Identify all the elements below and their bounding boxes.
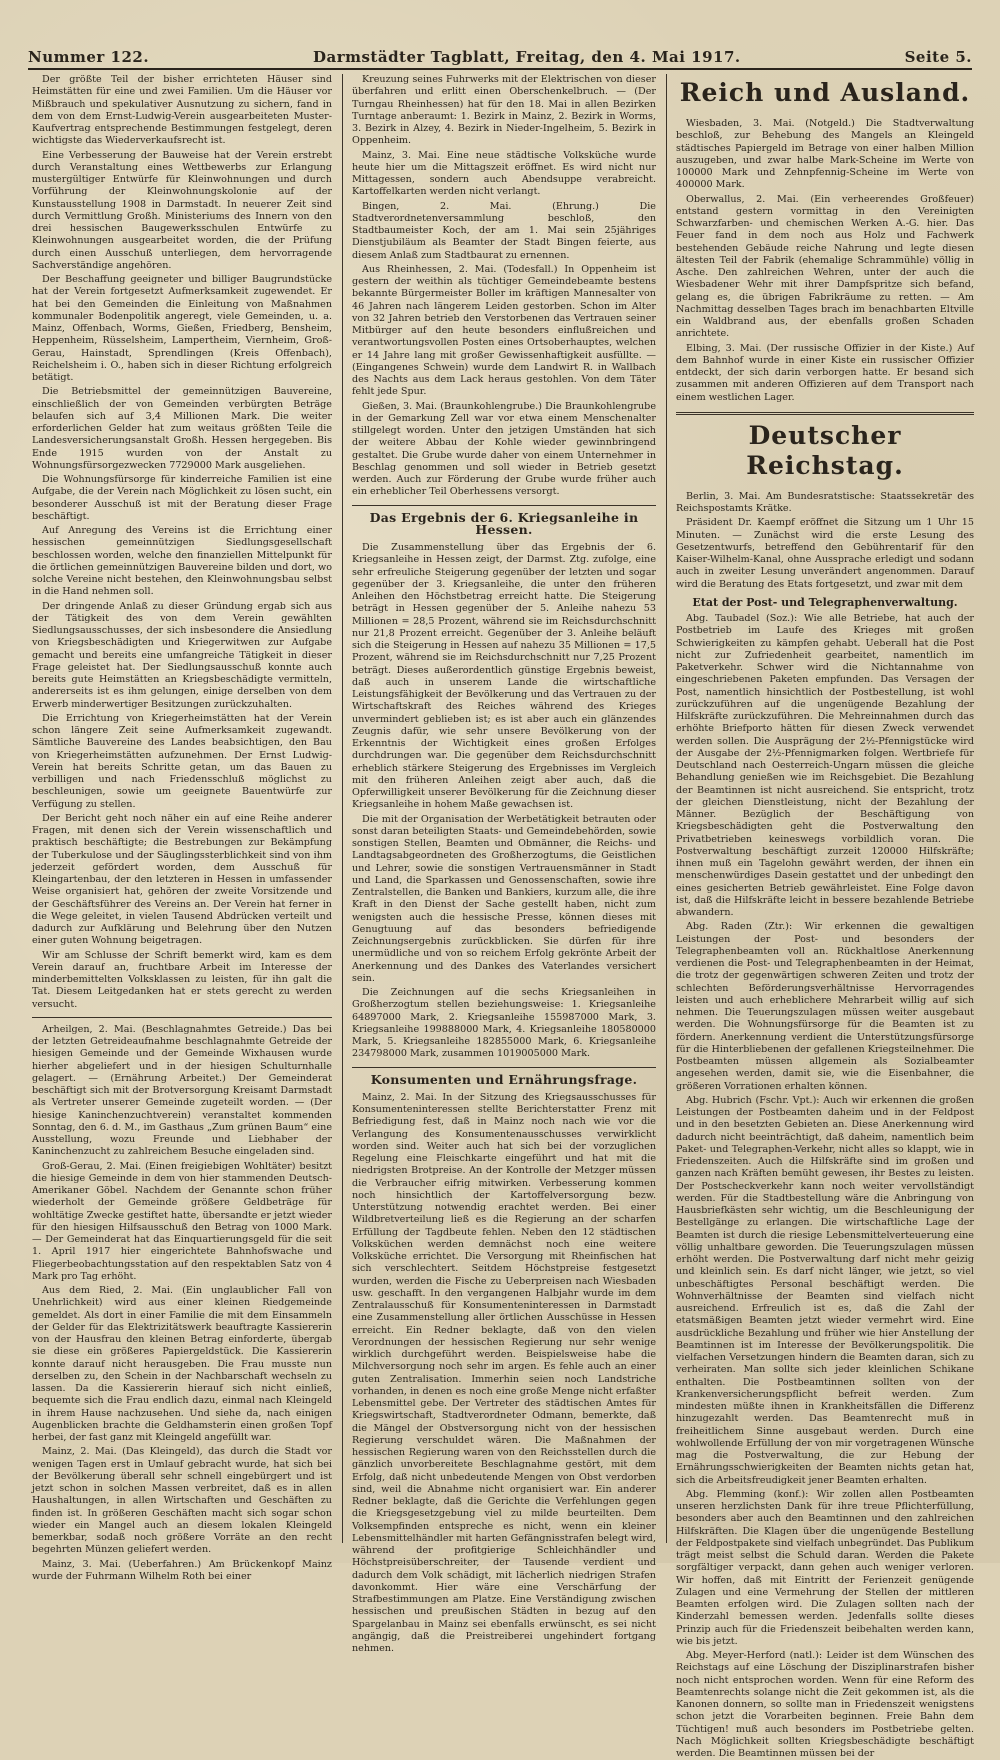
paragraph: Der Bericht geht noch näher ein auf eine Reihe anderer Fragen, mit denen sich der Verein wissenschaftlich und praktisch beschäftigte; die Bestrebungen zur Bekämpfung der Tuberkulose und der Säuglingssterblichkeit sind von ihm jederzeit gefördert worden, dem Ausschuß für Kleingartenbau, der den letzteren in Hessen in umfassender Weise organisiert hat, gehören der zweite Vorsitzende und der Geschäftsführer des Vereins an. Der Verein hat ferner in die Wege geleitet, in vielen Tausend Abdrücken verteilt und dadurch zur Aufklärung und Belehrung über den Nutzen einer guten Wohnung beigetragen. <box>32 812 332 947</box>
column-right <box>676 74 974 1759</box>
paragraph: Abg. Flemming (konf.): Wir zollen allen Postbeamten unseren herzlichsten Dank für ihre treue Pflichterfüllung, besonders aber auch den Beamtinnen und den zahlreichen Hilfskräften. Die Klagen über die ungenügende Bestellung der Feldpostpakete sind vielfach unbegründet. Das Publikum trägt meist selbst die Schuld daran. Werden die Pakete sorgfältiger verpackt, dann gehen auch weniger verloren. Wir hoffen, daß mit Eintritt der Ferienzeit genügende Zulagen und eine Vermehrung der Stellen der mittleren Beamten erfolgen wird. Die Zulagen sollten nach der Kinderzahl bemessen werden. Jedenfalls sollte dieses Prinzip auch für die Friedenszeit beibehalten werden kann, wie bis jetzt. <box>676 1488 974 1647</box>
news-item: Mainz, 3. Mai. Eine neue städtische Volksküche wurde heute hier um die Mittagszeit eröffnet. Es wird nicht nur Mittagessen, sondern auch Abendsuppe verabreicht. Kartoffelkarten werden nicht verlangt. <box>352 149 656 198</box>
paragraph: Wir am Schlusse der Schrift bemerkt wird, kam es dem Verein darauf an, fruchtbare Arbeit im Interesse der minderbemittelten Volksklassen zu leisten, für ihn galt die Tat. Diesem Leitgedanken hat er stets gerecht zu werden versucht. <box>32 949 332 1010</box>
column-left <box>32 74 332 1582</box>
section-heading: Reich und Ausland. <box>679 78 971 107</box>
paragraph: Die Zeichnungen auf die sechs Kriegsanleihen in Großherzogtum stellen beziehungsweise: 1. Kriegsanleihe 64897000 Mark, 2. Kriegsanleihe 155987000 Mark, 3. Kriegsanleihe 199888000 Mark, 4. Kriegsanleihe 180580000 Mark, 5. Kriegsanleihe 182855000 Mark, 6. Kriegsanleihe 234798000 Mark, zusammen 1019005000 Mark. <box>352 987 656 1060</box>
section-heading: Deutscher Reichstag. <box>746 420 904 480</box>
news-item: Oberwallus, 2. Mai. (Ein verheerendes Großfeuer) entstand gestern vormittag in den Vereinigten Schwarzfarben- und chemischen Werken A.-G. hier. Das Feuer fand in dem noch aus Holz und Fachwerk bestehenden Gebäude reiche Nahrung und legte diesen ältesten Teil der Fabrik (ehemalige Schrammühle) völlig in Asche. Den zahlreichen Wehren, unter der auch die Wiesbadener Wehr mit ihrer Dampfspritze sich befand, gelang es, die übrigen Fabrikräume zu retten. — Am Nachmittag desselben Tages brach im benachbarten Eltville ein Waldbrand aus, der ebenfalls großen Schaden anrichtete. <box>676 193 974 340</box>
masthead <box>28 42 972 66</box>
issue-number: Nummer 122. <box>28 48 150 66</box>
paragraph: Abg. Meyer-Herford (natl.): Leider ist dem Wünschen des Reichstags auf eine Löschung der Disziplinarstrafen bisher noch nicht entsprochen worden. Wenn für eine Reform des Beamtenrechts solange nicht die Zeit gekommen ist, als die Kanonen donnern, so sollte man in Friedenszeit wenigstens schon jetzt die Vorarbeiten beginnen. Freie Bahn dem Tüchtigen! muß auch besonders im Postbetriebe gelten. Nach Möglichkeit sollten Kriegsbeschädigte beschäftigt werden. Die Beamtinnen müssen bei der <box>676 1650 974 1759</box>
column-middle <box>352 74 656 1654</box>
paragraph: Kreuzung seines Fuhrwerks mit der Elektrischen von dieser überfahren und erlitt einen Oberschenkelbruch. — (Der Turngau Rheinhessen) hat für den 18. Mai in allen Bezirken Turntage anberaumt: 1. Bezirk in Mainz, 2. Bezirk in Worms, 3. Bezirk in Alzey, 4. Bezirk in Nieder-Ingelheim, 5. Bezirk in Oppenheim. <box>352 74 656 147</box>
paragraph: Der größte Teil der bisher errichteten Häuser sind Heimstätten für eine und zwei Familien. Um die Häuser vor Mißbrauch und spekulativer Ausnutzung zu sichern, fand in dem von dem Ernst-Ludwig-Verein ausgearbeiteten Muster-Kaufvertrag entsprechende Bestimmungen festgelegt, deren wichtigste das Wiederverkaufsrecht ist. <box>32 74 332 147</box>
news-item: Arheilgen, 2. Mai. (Beschlagnahmtes Getreide.) Das bei der letzten Getreideaufnahme beschlagnahmte Getreide der hiesigen Gemeinde und der Gemeinde Wixhausen wurde hierher abgeliefert und in der hiesigen Schulturnhalle gelagert. — (Ernährung Arbeitet.) Der Gemeinderat beschäftigt sich mit der Brotversorgung Kreisamt Darmstadt als Vertreter unserer Gemeinde zugeteilt worden. — (Der hiesige Kaninchenzuchtverein) veranstaltet kommenden Sonntag, den 6. d. M., im Gasthaus „Zum grünen Baum“ eine Ausstellung, wozu Freunde und Liebhaber der Kaninchenzucht zu zahlreichem Besuche eingeladen sind. <box>32 1023 332 1158</box>
paragraph: Der Beschaffung geeigneter und billiger Baugrundstücke hat der Verein fortgesetzt Aufmerksamkeit zugewendet. Er hat bei den Gemeinden die Einleitung von Maßnahmen kommunaler Bodenpolitik angeregt, viele Gemeinden, u. a. Mainz, Offenbach, Worms, Gießen, Friedberg, Bensheim, Heppenheim, Rüsselsheim, Lampertheim, Viernheim, Groß-Gerau, Hainstadt, Sprendlingen (Kreis Offenbach), Reichelsheim i. O., haben sich in dieser Richtung erfolgreich betätigt. <box>32 274 332 383</box>
section-rule <box>32 1017 332 1018</box>
paragraph: Der dringende Anlaß zu dieser Gründung ergab sich aus der Tätigkeit des von dem Verein gewählten Siedlungsausschusses, der sich insbesondere die Ansiedlung von Kriegsbeschädigten und Kriegerwitwen zur Aufgabe gemacht und bereits eine umfangreiche Tätigkeit in dieser Frage geleistet hat. Der Siedlungsausschuß konnte auch bereits gute Heimstätten an Kriegsbeschädigte vermitteln, andererseits ist es ihm gelungen, einige derselben von dem Erwerb minderwertiger Besitzungen zurückzuhalten. <box>32 600 332 710</box>
paragraph: Die Betriebsmittel der gemeinnützigen Bauvereine, einschließlich der von Gemeinden verbürgten Beträge belaufen sich auf 3,4 Millionen Mark. Die weiter erforderlichen Gelder hat zum weitaus größten Teile die Landesversicherungsanstalt Großh. Hessen hergegeben. Bis Ende 1915 wurden von der Anstalt zu Wohnungsfürsorgezwecken 7729000 Mark ausgeliehen. <box>32 386 332 471</box>
column-divider <box>666 74 667 1543</box>
news-item: Wiesbaden, 3. Mai. (Notgeld.) Die Stadtverwaltung beschloß, zur Behebung des Mangels an Kleingeld städtisches Papiergeld im Betrage von einer halben Million auszugeben, und zwar halbe Mark-Scheine im Werte von 100000 Mark und Zehnpfennig-Scheine im Werte von 400000 Mark. <box>676 118 974 191</box>
news-item: Aus Rheinhessen, 2. Mai. (Todesfall.) In Oppenheim ist gestern der weithin als tüchtiger Gemeindebeamte bestens bekannte Bürgermeister Boller im kräftigen Mannesalter von 46 Jahren nach längerem Leiden gestorben. Schon im Alter von 32 Jahren betrieb den Verstorbenen das Vertrauen seiner Mitbürger auf den heute besonders einflußreichen und verantwortungsvollen Posten eines Ortsoberhauptes, welchen er 14 Jahre lang mit großer Gewissenhaftigkeit ausfüllte. — (Eingangenes Schwein) wurde dem Landwirt R. in Wallbach des Nachts aus dem Lack heraus gestohlen. Von dem Täter fehlt jede Spur. <box>352 263 656 398</box>
section-heading: Konsumenten und Ernährungsfrage. <box>370 1071 638 1087</box>
news-item: Mainz, 3. Mai. (Ueberfahren.) Am Brückenkopf Mainz wurde der Fuhrmann Wilhelm Roth bei einer <box>32 1558 332 1582</box>
paragraph: Die Zusammenstellung über das Ergebnis der 6. Kriegsanleihe in Hessen zeigt, der Darmst. Ztg. zufolge, eine sehr erfreuliche Steigerung gegenüber der letzten und sogar gegenüber der 3. Kriegsanleihe, die unter den früheren Anleihen den Höchstbetrag erreicht hatte. Die Steigerung beträgt in Hessen gegenüber der 5. Anleihe nahezu 53 Millionen = 28,5 Prozent, während sie im Reichsdurchschnitt nur 21,8 Prozent erreicht. Gegenüber der 3. Anleihe beläuft sich die Steigerung in Hessen auf nahezu 35 Millionen = 17,5 Prozent, während sie im Reichsdurchschnitt nur 7,25 Prozent beträgt. Dieses außerordentlich günstige Ergebnis beweist, daß auch in unserem Lande die wirtschaftliche Leistungsfähigkeit der Bevölkerung und das Vertrauen zu der Wirtschaftskraft des Reiches während des Krieges unvermindert geblieben ist; es ist aber auch ein glänzendes Zeugnis dafür, wie sehr unsere Bevölkerung von der Erkenntnis der Wichtigkeit eines großen Erfolges durchdrungen war. Die gegenüber dem Reichsdurchschnitt erheblich stärkere Steigerung des Ergebnisses im Vergleich mit den früheren Anleihen zeigt aber auch, daß die Opferwilligkeit unserer Bevölkerung für die Zeichnung dieser Kriegsanleihe in hohem Maße gewachsen ist. <box>352 542 656 811</box>
subsection-heading: Etat der Post- und Telegraphenverwaltung. <box>692 595 958 609</box>
paragraph: Auf Anregung des Vereins ist die Errichtung einer hessischen gemeinnützigen Siedlungsgesellschaft beschlossen worden, welche den finanziellen Mittelpunkt für die örtlichen gemeinnützigen Bauvereine bilden und dort, wo solche Vereine nicht bestehen, den Kleinwohnungsbau selbst in die Hand nehmen soll. <box>32 525 332 598</box>
news-item: Mainz, 2. Mai. (Das Kleingeld), das durch die Stadt vor wenigen Tagen erst in Umlauf gebracht wurde, hat sich bei der Bevölkerung überall sehr schnell eingebürgert und ist jetzt schon in solchen Massen verbreitet, daß es in allen Haushaltungen, in allen Wirtschaften und Geschäften zu finden ist. In größeren Geschäften macht sich sogar schon wieder ein Mangel auch an diesem lokalen Kleingeld bemerkbar, sodaß noch größere Vorräte an den recht begehrten Münzen geliefert werden. <box>32 1446 332 1556</box>
newspaper-title-date: Darmstädter Tagblatt, Freitag, den 4. Mai 1917. <box>312 48 741 66</box>
section-heading: Das Ergebnis der 6. Kriegsanleihe in Hessen. <box>369 509 639 537</box>
paragraph: Berlin, 3. Mai. Am Bundesratstische: Staatssekretär des Reichspostamts Krätke. <box>676 490 974 514</box>
news-item: Gießen, 3. Mai. (Braunkohlengrube.) Die Braunkohlengrube in der Gemarkung Zell war vor etwa einem Menschenalter stillgelegt worden. Unter den jetzigen Umständen hat sich der weitere Abbau der Kohle wieder gewinnbringend gestaltet. Die Grube wurde daher von einem Unternehmer in Beschlag genommen und soll wieder in Betrieb gesetzt werden. Auch zur Förderung der Grube wurde früher auch ein erheblicher Teil Oberhessens versorgt. <box>352 400 656 498</box>
paragraph: Die mit der Organisation der Werbetätigkeit betrauten oder sonst daran beteiligten Staats- und Gemeindebehörden, sowie sonstigen Stellen, Beamten und Obmänner, die Reichs- und Landtagsabgeordneten des Großherzogtums, die Geistlichen und Lehrer, sowie die sonstigen Vertrauensmänner in Stadt und Land, die Sparkassen und Genossenschaften, sowie ihre Zentralstellen, die Banken und Bankiers, kurzum alle, die ihre Kraft in den Dienst der Sache gestellt haben, nicht zum wenigsten auch die hessische Presse, können dieses mit Genugtuung auf das besonders befriedigende Zeichnungsergebnis zurückblicken. Sie dürfen für ihre unermüdliche und von so reichem Erfolg gekrönte Arbeit der Anerkennung und des Dankes des Vaterlandes versichert sein. <box>352 813 656 984</box>
paragraph: Eine Verbesserung der Bauweise hat der Verein erstrebt durch Veranstaltung eines Wettbewerbs zur Erlangung mustergültiger Entwürfe für Kleinwohnungen und durch Vorführung der Kleinwohnungskolonie auf der Kunstausstellung 1908 in Darmstadt. In neuerer Zeit sind durch Vermittlung Großh. Ministeriums des Innern von den drei hessischen Baugewerksschulen Entwürfe zu Kleinwohnungen ausgearbeitet worden, die der Prüfung durch einen Ausschuß unterliegen, dem hervorragende Sachverständige angehören. <box>32 149 332 271</box>
paragraph: Abg. Taubadel (Soz.): Wie alle Betriebe, hat auch der Postbetrieb im Laufe des Krieges mit großen Schwierigkeiten zu kämpfen gehabt. Ueberall hat die Post nicht zur Zufriedenheit gearbeitet, namentlich im Paketverkehr. Schwer wird die Nichtannahme von eingeschriebenen Paketen empfunden. Das Versagen der Post, namentlich hinsichtlich der Postbestellung, ist wohl zurückzuführen auf die ungenügende Bezahlung der Hilfskräfte zurückzuführen. Die Mehreinnahmen durch das erhöhte Briefporto hätten für diesen Zweck verwendet werden sollen. Die Ausprägung der 2½-Pfennigstücke wird der Ausgabe der 2½-Pfennigmarken folgen. Wertbriefe für Deutschland nach Oesterreich-Ungarn müssen die gleiche Behandlung genießen wie im Reichsgebiet. Die Bezahlung der Beamtinnen ist nicht ausreichend. Sie entspricht, trotz der gleichen Dienstleistung, nicht der Bezahlung der Männer. Bezüglich der Beschäftigung von Kriegsbeschädigten geht die Postverwaltung den Privatbetrieben keineswegs vorbildlich voran. Die Postverwaltung beschäftigt zurzeit 120000 Hilfskräfte; ihnen muß ein Tagelohn gewährt werden, der ihnen ein menschenwürdiges Dasein gestattet und der unbedingt den eines gesicherten Betrieb gewährleistet. Eine Folge davon ist, daß die Hilfskräfte leicht in bessere bezahlende Betriebe abwandern. <box>676 613 974 918</box>
section-rule <box>676 412 974 415</box>
paragraph: Abg. Raden (Ztr.): Wir erkennen die gewaltigen Leistungen der Post- und besonders der Telegraphenbeamten voll an. Rückhaltlose Anerkennung verdienen die Post- und Telegraphenbeamten in der Heimat, die trotz der gegenwärtigen schweren Zeiten und trotz der schlechten Beförderungsverhältnisse Hervorragendes leisten und auch erheblichere Mehrarbeit willig auf sich nehmen. Die Teuerungszulagen müssen weiter ausgebaut werden. Die Wohnungsfürsorge für die Beamten ist zu fördern. Anerkennung verdient die Unterstützungsfürsorge für die Hinterbliebenen der gefallenen Kriegsteilnehmer. Die Postbeamten müssen allgemein als Sozialbeamter angesehen werden, damit sie, wie die Eisenbahner, die größeren Vorrationen erhalten können. <box>676 921 974 1092</box>
news-item: Groß-Gerau, 2. Mai. (Einen freigiebigen Wohltäter) besitzt die hiesige Gemeinde in dem von hier stammenden Deutsch-Amerikaner Göbel. Nachdem der Genannte schon früher wiederholt der Gemeinde größere Geldbeträge für wohltätige Zwecke gestiftet hatte, übersandte er jetzt wieder für den hiesigen Hilfsausschuß den Betrag von 1000 Mark. — Der Gemeinderat hat das Einquartierungsgeld für die seit 1. April 1917 hier eingerichtete Bahnhofswache und Fliegerbeobachtungsstation auf den respektablen Satz von 4 Mark pro Tag erhöht. <box>32 1160 332 1282</box>
news-item: Aus dem Ried, 2. Mai. (Ein unglaublicher Fall von Unehrlichkeit) wird aus einer kleinen Riedgemeinde gemeldet. Als dort in einer Familie die mit dem Einsammeln der Gelder für das Elektrizitätswerk beauftragte Kassiererin von der Hausfrau den kleinen Betrag einforderte, übergab sie diese ein größeres Papiergeldstück. Die Kassiererin konnte darauf nicht herausgeben. Die Frau musste nun derselben zu, den Schein in der Nachbarschaft wechseln zu lassen. Da die Kassiererin hierauf sich nicht einließ, bequemte sich die Frau endlich dazu, einmal nach Kleingeld in ihrem Hause nachzusehen. Und siehe da, nach einigen Augenblicken brachte die Geldhamsterin einen großen Topf herbei, der fast ganz mit Kleingeld angefüllt war. <box>32 1285 332 1443</box>
header-rule <box>28 68 972 70</box>
column-divider <box>342 74 343 1543</box>
paragraph: Die Wohnungsfürsorge für kinderreiche Familien ist eine Aufgabe, die der Verein nach Möglichkeit zu lösen sucht, ein besonderer Ausschuß ist mit der Beratung dieser Frage beschäftigt. <box>32 474 332 522</box>
section-rule <box>352 1067 656 1068</box>
paragraph: Die Errichtung von Kriegerheimstätten hat der Verein schon längere Zeit seine Aufmerksamkeit zugewandt. Sämtliche Bauvereine des Landes beabsichtigen, den Bau von Kriegerheimstätten aufzunehmen. Der Ernst Ludwig-Verein hat bereits Schritte getan, um das Bauen zu verbilligen und nach Friedensschluß möglichst zu beschleunigen, sowie um geeignete Bauentwürfe zur Verfügung zu stellen. <box>32 712 332 810</box>
paragraph: Mainz, 2. Mai. In der Sitzung des Kriegsausschusses für Konsumenteninteressen stellte Berichterstatter Frenz mit Befriedigung fest, daß in Mainz noch nach wie vor die Verlangung des Konsumentenausschusses verwirklicht worden sind. Weiter auch hat sich bei der vorzuglichen Regelung eine Fleischkarte eingeführt und hat mit die niedrigsten Brotpreise. An der Kontrolle der Metzger müssen die Verbraucher eifrig mitwirken. Verbesserung kommen noch hinsichtlich der Kartoffelversorgung bezw. Unterstützung notwendig erachtet werden. Bei einer Wildbretverteilung ließ es die Regierung an der scharfen Erfüllung der Tagdbeute fehlen. Neben den 12 städtischen Volksküchen werden demnächst noch eine weitere Volksküche errichtet. Die Versorgung mit Rheinfischen hat sich verschlechtert. Seitdem Höchstpreise festgesetzt wurden, werden die Fische zu Ueberpreisen nach Wiesbaden usw. geschafft. In den vergangenen Halbjahr wurde im dem Zentralausschuß für Konsumenteninteressen in Darmstadt eine Zusammenstellung aller örtlichen Ausschüsse in Hessen erreicht. Ein Redner beklagte, daß von den vielen Verordnungen der hessischen Regierung nur sehr wenige wirklich durchgeführt werden. Beispielsweise habe die Milchversorgung noch sehr im argen. Es fehle auch an einer guten Zentralisation. Immerhin seien noch Landstriche vorhanden, in denen es noch eine große Menge nicht erfaßter Lebensmittel gebe. Der Vertreter des städtischen Amtes für Kriegswirtschaft, Stadtverordneter Odmann, bemerkte, daß die Mängel der Obstversorgung nicht von der hessischen Regierung verschuldet wären. Die Maßnahmen der hessischen Regierung waren von den Reichsstellen durch die gänzlich unvorbereitete Beschlagnahme gestört, mit dem Erfolg, daß nicht unbedeutende Mengen von Obst verdorben sind, weil die Abnahme nicht organisiert war. Ein anderer Redner beklagte, daß die Gerichte die Verfehlungen gegen die Kriegsgesetzgebung viel zu milde beurteilten. Dem Volksempfinden entspreche es nicht, wenn ein kleiner Lebensmittelhändler mit harten Gefängnisstrafen belegt wird, während der profitgierige Schleichhändler und Höchstpreisüberschreiter, der Tausende verdient und dadurch dem Volk schädigt, mit lächerlich niedrigen Strafen davonkommt. Hier wäre eine Verschärfung der Strafbestimmungen am Platze. Eine Verständigung zwischen hessischen und preußischen Städten in bezug auf den Spargelanbau in Mainz sei ebenfalls erwünscht, es sei nicht angängig, daß die Preistreiberei ungehindert fortgang nehmen. <box>352 1091 656 1654</box>
news-item: Bingen, 2. Mai. (Ehrung.) Die Stadtverordnetenversammlung beschloß, den Stadtbaumeister Koch, der am 1. Mai sein 25jähriges Dienstjubiläum als Beamter der Stadt Bingen feierte, aus diesem Anlaß zum Stadtbaurat zu ernennen. <box>352 200 656 261</box>
paragraph: Präsident Dr. Kaempf eröffnet die Sitzung um 1 Uhr 15 Minuten. — Zunächst wird die erste Lesung des Gesetzentwurfs, betreffend den Gebührentarif für den Kaiser-Wilhelm-Kanal, ohne Aussprache erledigt und sodann auch in zweiter Lesung unverändert angenommen. Darauf wird die Beratung des Etats fortgesetzt, und zwar mit dem <box>676 517 974 590</box>
paragraph: Abg. Hubrich (Fschr. Vpt.): Auch wir erkennen die großen Leistungen der Postbeamten daheim und in der Feldpost und in den besetzten Gebieten an. Diese Anerkennung wird dadurch nicht beeinträchtigt, daß daheim, namentlich beim Paket- und Telegraphen-Verkehr, nicht alles so klappt, wie in Friedenszeiten. Auch die Hilfskräfte sind im großen und ganzen nach Kräften bemüht gewesen, ihr Bestes zu leisten. Der Postscheckverkehr kann noch weiter vervollständigt werden. Für die Stadtbestellung wäre die Anbringung von Hausbriefkästen sehr wichtig, um die Beschleunigung der Bestellgänge zu erlangen. Die wirtschaftliche Lage der Beamten ist durch die riesige Lebensmittelverteuerung eine völlig unhaltbare geworden. Die Teuerungszulagen müssen erhöht werden. Die Postverwaltung darf nicht mehr geizig und kleinlich sein. Es darf nicht länger, wie jetzt, so viel unbeschäftigtes Personal beschäftigt werden. Die Wohnverhältnisse der Beamten sind vielfach nicht ausreichend. Erfreulich ist es, daß die Zahl der etatsmäßigen Beamten jetzt wieder vermehrt wird. Eine ausdrückliche Bezahlung und früher wie hier Anstellung der Beamtinnen ist im Interesse der Bevölkerungspolitik. Die vielfachen Versetzungen hindern die Beamten daran, sich zu verheiraten. Man sollte sich jeder kleinlichen Schikane enthalten. Die Postbeamtinnen sollten von der Krankenversicherungspflicht befreit werden. Zum mindesten müßte ihnen in Krankheitsfällen die Differenz hinzugezahlt werden. Das Beamtenrecht muß in freiheitlichem Sinne ausgebaut werden. Durch eine wohlwollende Erfüllung der von mir vorgetragenen Wünsche mag die Postverwaltung, die zur Hebung der Ernährungsschwierigkeiten der Beamten nichts getan hat, sich die Arbeitsfreudigkeit jener Beamten erhalten. <box>676 1094 974 1486</box>
page-number: Seite 5. <box>904 48 972 66</box>
news-item: Elbing, 3. Mai. (Der russische Offizier in der Kiste.) Auf dem Bahnhof wurde in einer Kiste ein russischer Offizier entdeckt, der sich darin verborgen hatte. Er besand sich zusammen mit anderen Offizieren auf dem Transport nach einem westlichen Lager. <box>676 342 974 403</box>
section-rule <box>352 505 656 506</box>
